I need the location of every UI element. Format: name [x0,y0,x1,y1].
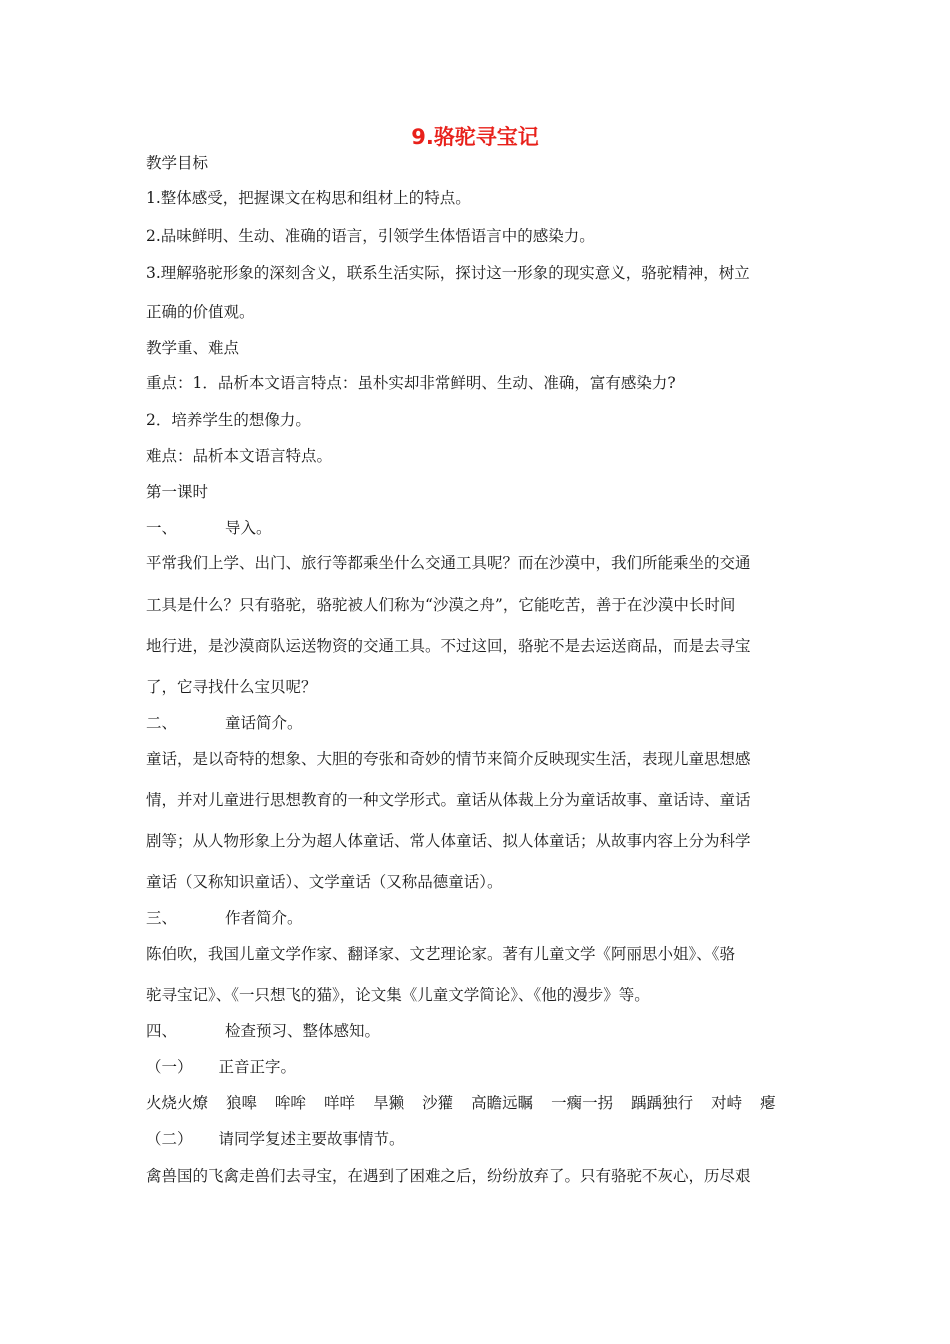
intro-line-2: 工具是什么？只有骆驼，骆驼被人们称为“沙漠之舟”，它能吃苦，善于在沙漠中长时间 [146,596,736,614]
section-number: 四、 [146,1022,178,1040]
objective-item-2: 2.品味鲜明、生动、准确的语言，引领学生体悟语言中的感染力。 [146,227,595,245]
fairy-line-4: 童话（又称知识童话）、文学童话（又称品德童话）。 [146,873,503,891]
section-title: 导入。 [225,519,272,537]
section-heading-1 [146,518,806,538]
vocab-word: 高瞻远瞩 [471,1094,534,1112]
vocab-word: 哞哞 [275,1094,307,1112]
vocab-word: 对峙 [711,1094,743,1112]
section-number: 一、 [146,519,178,537]
vocab-list [146,1093,806,1113]
author-line-1: 陈伯吹，我国儿童文学作家、翻译家、文艺理论家。著有儿童文学《阿丽思小姐》、《骆 [146,945,736,963]
vocab-word: 瘪 [760,1094,776,1112]
subsection-number: （二） [146,1130,193,1148]
subsection-heading-1 [146,1057,806,1077]
vocab-word: 踽踽独行 [631,1094,694,1112]
section-number: 二、 [146,714,178,732]
focus-point-2: 2．培养学生的想像力。 [146,411,311,429]
section-number: 三、 [146,909,178,927]
subsection-title: 正音正字。 [218,1058,297,1076]
story-line-1: 禽兽国的飞禽走兽们去寻宝，在遇到了困难之后，纷纷放弃了。只有骆驼不灰心，历尽艰 [146,1167,751,1185]
difficulty-point: 难点：品析本文语言特点。 [146,447,333,465]
subsection-number: （一） [146,1058,193,1076]
vocab-word: 旱獭 [373,1094,405,1112]
objective-item-1: 1.整体感受，把握课文在构思和组材上的特点。 [146,189,471,207]
fairy-line-1: 童话，是以奇特的想象、大胆的夸张和奇妙的情节来简介反映现实生活，表现儿童思想感 [146,750,751,768]
fairy-line-2: 情，并对儿童进行思想教育的一种文学形式。童话从体裁上分为童话故事、童话诗、童话 [146,791,751,809]
fairy-line-3: 剧等；从人物形象上分为超人体童话、常人体童话、拟人体童话；从故事内容上分为科学 [146,832,751,850]
author-line-2: 驼寻宝记》、《一只想飞的猫》，论文集《儿童文学简论》、《他的漫步》等。 [146,986,650,1004]
vocab-word: 火烧火燎 [146,1094,209,1112]
section-title: 童话简介。 [225,714,303,732]
intro-line-3: 地行进，是沙漠商队运送物资的交通工具。不过这回，骆驼不是去运送商品，而是去寻宝 [146,637,751,655]
key-points-heading: 教学重、难点 [146,339,240,357]
vocab-word: 沙獾 [422,1094,454,1112]
focus-point-1: 重点：1．品析本文语言特点：虽朴实却非常鲜明、生动、准确，富有感染力? [146,374,676,392]
vocab-word: 狼嗥 [226,1094,258,1112]
intro-line-4: 了，它寻找什么宝贝呢？ [146,678,317,696]
section-title: 检查预习、整体感知。 [225,1022,381,1040]
objective-item-3: 3.理解骆驼形象的深刻含义，联系生活实际，探讨这一形象的现实意义，骆驼精神，树立 [146,264,750,282]
subsection-heading-2 [146,1129,806,1149]
subsection-title: 请同学复述主要故事情节。 [218,1130,405,1148]
section-heading-3 [146,908,806,928]
objective-item-3-cont: 正确的价值观。 [146,303,255,321]
section-title: 作者简介。 [225,909,303,927]
section-heading-4 [146,1021,806,1041]
objectives-heading: 教学目标 [146,154,209,172]
vocab-word: 咩咩 [324,1094,356,1112]
intro-line-1: 平常我们上学、出门、旅行等都乘坐什么交通工具呢？而在沙漠中，我们所能乘坐的交通 [146,554,751,572]
page-title: 9.骆驼寻宝记 [411,125,539,149]
vocab-word: 一瘸一拐 [551,1094,614,1112]
lesson-heading: 第一课时 [146,483,209,501]
section-heading-2 [146,713,806,733]
